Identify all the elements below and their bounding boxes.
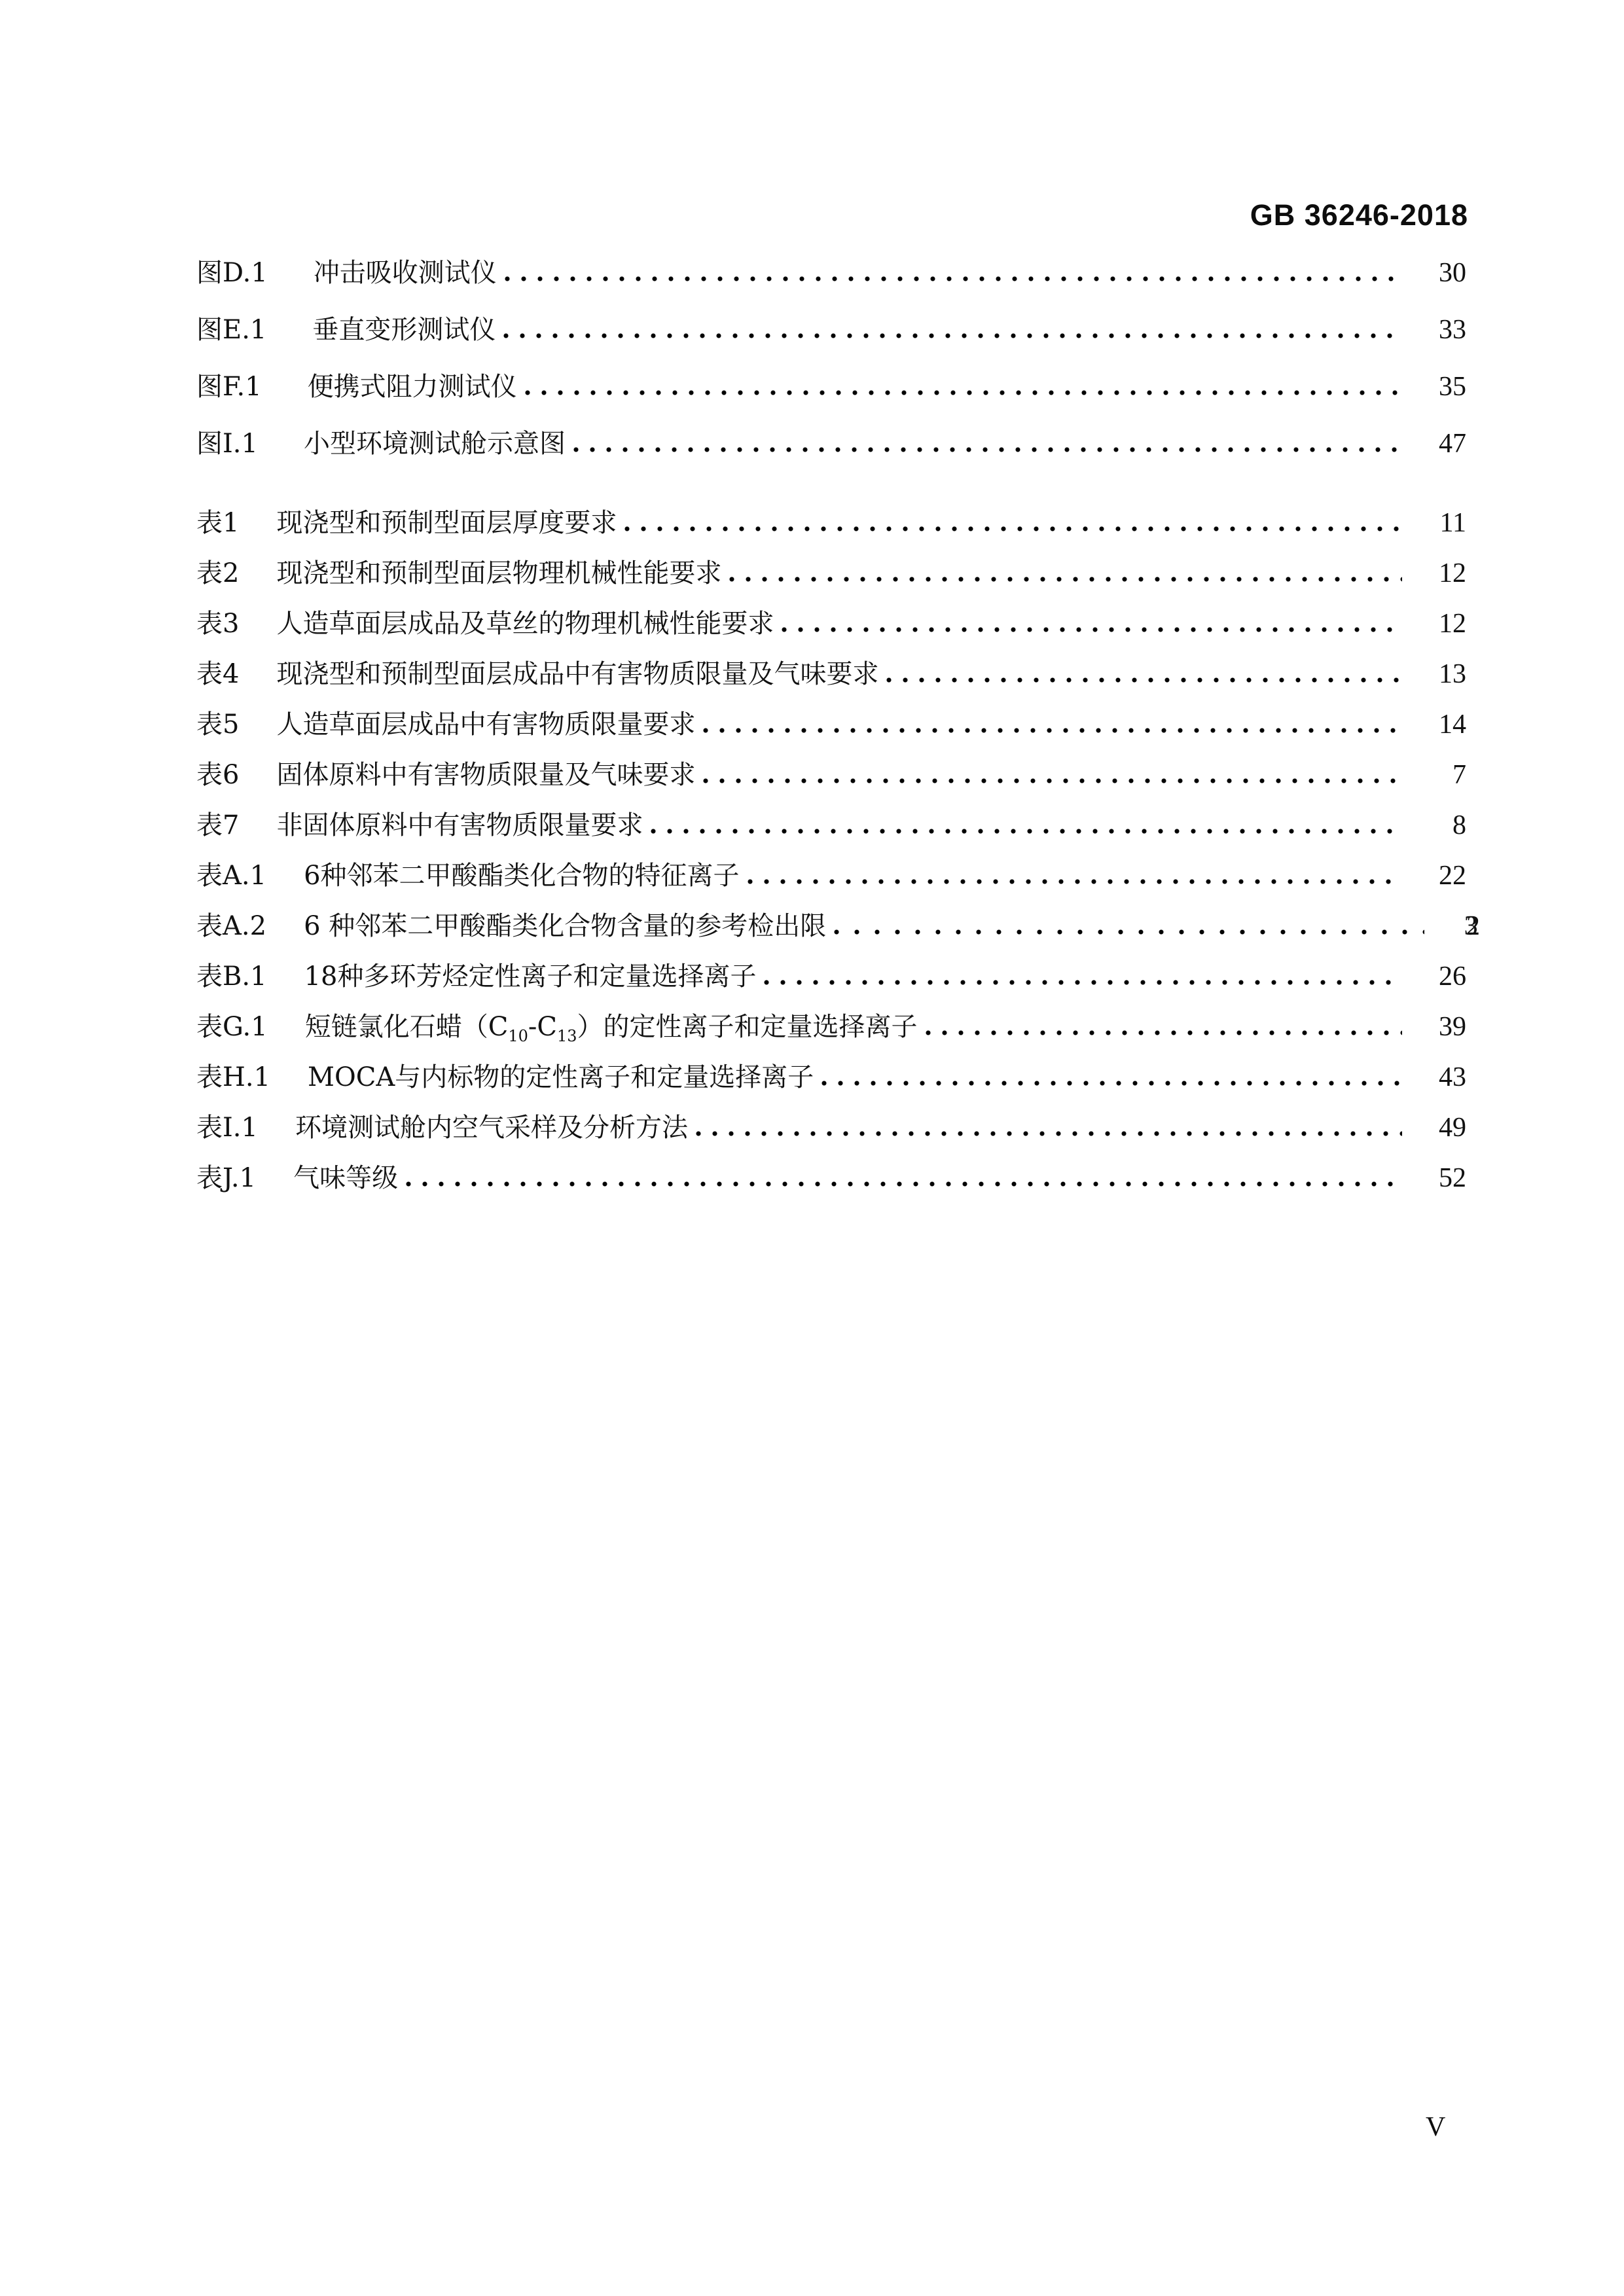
dot-leader — [696, 1131, 1402, 1136]
toc-entry-label: 表A.2 — [196, 911, 267, 941]
toc-entry-page: 33 — [1439, 315, 1466, 345]
toc-entry-title: 非固体原料中有害物质限量要求 — [276, 810, 643, 840]
toc-entry-label: 图D.1 — [196, 258, 268, 288]
chemical-subscript: 13 — [556, 1027, 577, 1045]
dot-leader — [926, 1030, 1402, 1035]
toc-entry-label: 表1 — [196, 508, 240, 538]
toc-entry-page — [1427, 910, 1466, 942]
toc-entry-title: MOCA与内标物的定性离子和定量选择离子 — [308, 1062, 814, 1092]
toc-entry-title: 现浇型和预制型面层厚度要求 — [276, 508, 617, 538]
toc-entry-title: 人造草面层成品中有害物质限量要求 — [276, 709, 696, 740]
toc-entry-title — [304, 1012, 918, 1045]
toc-table-row — [196, 1062, 1466, 1112]
toc-figure-row — [196, 314, 1466, 371]
toc-entry-page: 12 — [1439, 609, 1466, 639]
chemical-subscript: 10 — [508, 1027, 528, 1045]
toc-entry-label: 表I.1 — [196, 1113, 258, 1143]
dot-leader — [703, 728, 1402, 733]
toc-table-row — [196, 860, 1466, 910]
page-number-footer: V — [1426, 2112, 1446, 2142]
dot-leader — [573, 447, 1402, 452]
toc-entry-title: 现浇型和预制型面层成品中有害物质限量及气味要求 — [276, 659, 879, 689]
dot-leader — [703, 778, 1402, 783]
dot-leader — [821, 1081, 1402, 1086]
toc-entry-label: 表G.1 — [196, 1012, 268, 1042]
toc-table-row — [196, 658, 1466, 709]
toc-figure-row — [196, 257, 1466, 314]
toc-entry-label: 表6 — [196, 760, 240, 790]
toc-entry-label: 表3 — [196, 609, 240, 639]
toc-entry-page: 13 — [1439, 659, 1466, 689]
toc-entry-title: 环境测试舱内空气采样及分析方法 — [295, 1113, 688, 1143]
toc-entry-page: 8 — [1453, 810, 1466, 840]
toc-entry-label: 表5 — [196, 709, 240, 740]
toc-table-row — [196, 961, 1466, 1011]
toc-table-row — [196, 558, 1466, 608]
dot-leader — [503, 333, 1402, 338]
toc-entry-title: 6种邻苯二甲酸酯类化合物的特征离子 — [304, 861, 740, 891]
dot-leader — [834, 929, 1424, 935]
dot-leader — [651, 829, 1402, 834]
toc-entry-label: 表7 — [196, 810, 240, 840]
toc-entry-label: 表A.1 — [196, 861, 267, 891]
standard-number-header: GB 36246-2018 — [1250, 198, 1468, 232]
dot-leader — [505, 276, 1402, 281]
toc-entry-title: 6 种邻苯二甲酸酯类化合物含量的参考检出限 — [304, 911, 827, 941]
title-text: -C — [528, 1012, 557, 1042]
toc-table-row — [196, 1112, 1466, 1162]
toc-table-row — [196, 1162, 1466, 1213]
toc-entry-title: 18种多环芳烃定性离子和定量选择离子 — [304, 961, 757, 992]
toc-entry-label: 表H.1 — [196, 1062, 271, 1092]
toc-figure-row — [196, 428, 1466, 485]
toc-entry-page: 35 — [1439, 372, 1466, 402]
tables-toc-list — [196, 507, 1466, 1213]
toc-entry-page: 22 — [1439, 861, 1466, 891]
toc-entry-title: 气味等级 — [293, 1163, 399, 1193]
toc-entry-page: 43 — [1439, 1062, 1466, 1092]
dot-leader — [624, 526, 1402, 531]
toc-entry-label: 图I.1 — [196, 429, 258, 459]
title-text: ）的定性离子和定量选择离子 — [577, 1012, 918, 1042]
toc-entry-title: 固体原料中有害物质限量及气味要求 — [276, 760, 696, 790]
toc-entry-page: 52 — [1439, 1163, 1466, 1193]
dot-leader — [886, 677, 1402, 683]
toc-entry-label: 表2 — [196, 558, 240, 588]
toc-entry-title: 小型环境测试舱示意图 — [303, 429, 566, 459]
toc-entry-title: 人造草面层成品及草丝的物理机械性能要求 — [276, 609, 774, 639]
toc-figure-row — [196, 371, 1466, 428]
toc-table-row — [196, 910, 1466, 961]
toc-entry-page: 39 — [1439, 1012, 1466, 1042]
toc-table-row — [196, 810, 1466, 860]
toc-entry-title: 垂直变形测试仪 — [312, 315, 496, 345]
toc-entry-title: 冲击吸收测试仪 — [313, 258, 497, 288]
toc-table-row — [196, 709, 1466, 759]
toc-entry-label: 表4 — [196, 659, 240, 689]
toc-table-row — [196, 608, 1466, 658]
dot-leader — [406, 1181, 1402, 1187]
dot-leader — [729, 577, 1402, 582]
dot-leader — [764, 980, 1402, 985]
toc-entry-title: 现浇型和预制型面层物理机械性能要求 — [276, 558, 722, 588]
toc-entry-label: 表B.1 — [196, 961, 267, 992]
dot-leader — [782, 627, 1402, 632]
figures-toc-list — [196, 257, 1466, 485]
toc-entry-label: 图E.1 — [196, 315, 267, 345]
toc-entry-page: 14 — [1439, 709, 1466, 740]
dot-leader — [748, 879, 1402, 884]
title-text: 短链氯化石蜡（C — [304, 1012, 509, 1042]
toc-entry-label: 图F.1 — [196, 372, 262, 402]
toc-table-row — [196, 759, 1466, 810]
toc-table-row — [196, 1011, 1466, 1062]
toc-entry-page: 12 — [1439, 558, 1466, 588]
toc-entry-page: 47 — [1439, 429, 1466, 459]
toc-entry-label: 表J.1 — [196, 1163, 257, 1193]
toc-table-row — [196, 507, 1466, 558]
toc-entry-title: 便携式阻力测试仪 — [307, 372, 517, 402]
toc-entry-page: 11 — [1439, 508, 1466, 538]
toc-entry-page: 30 — [1439, 258, 1466, 288]
toc-entry-page: 49 — [1439, 1113, 1466, 1143]
toc-entry-page: 26 — [1439, 961, 1466, 992]
dot-leader — [525, 390, 1402, 395]
toc-entry-page: 7 — [1453, 760, 1466, 790]
